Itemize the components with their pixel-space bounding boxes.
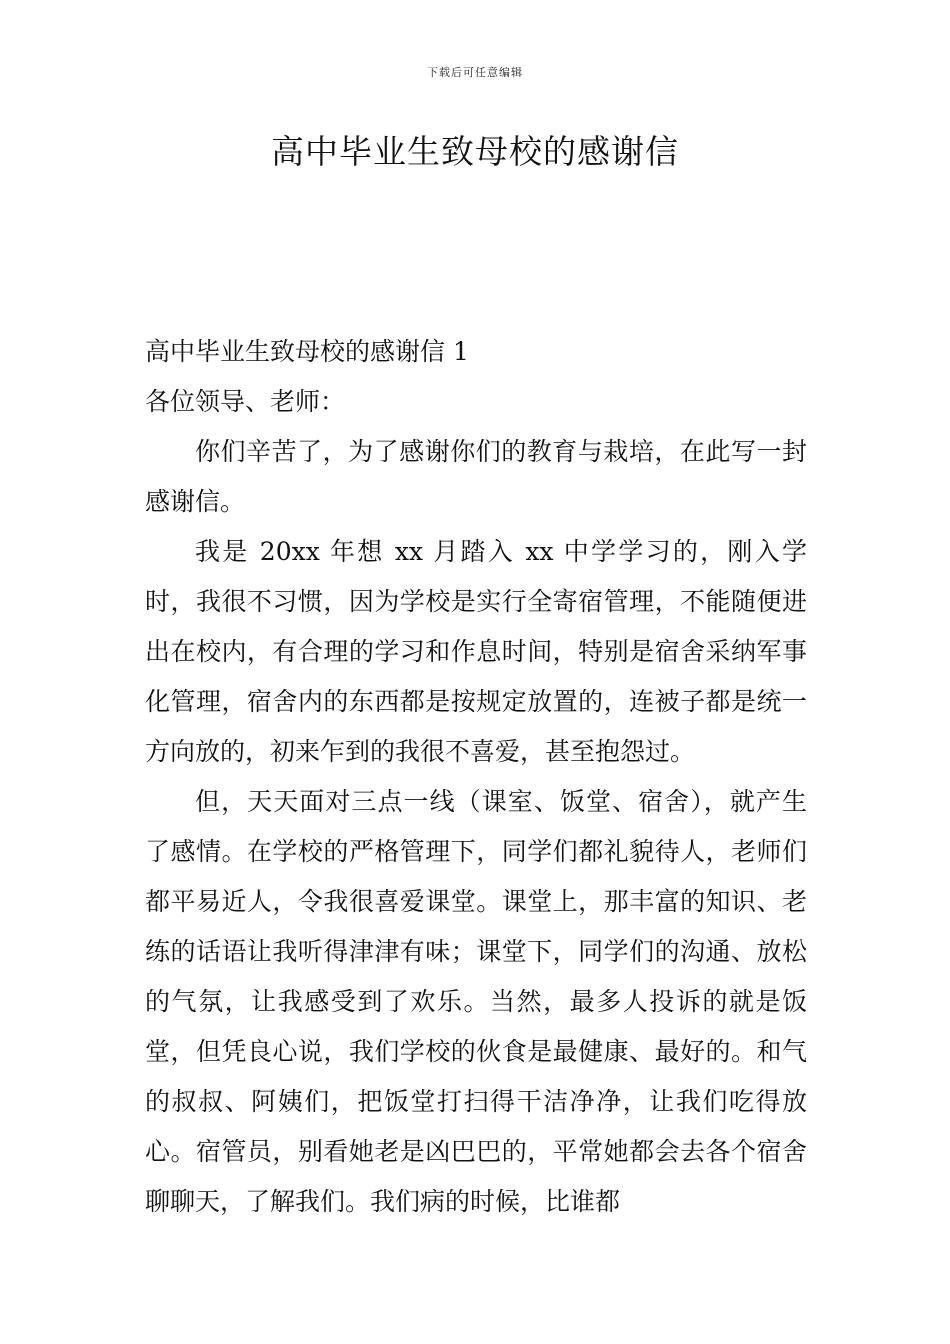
header-note: 下载后可任意编辑 — [427, 66, 523, 79]
document-title: 高中毕业生致母校的感谢信 — [271, 132, 679, 171]
section-heading: 高中毕业生致母校的感谢信 1 — [145, 337, 469, 366]
letter-body — [145, 327, 807, 1227]
paragraph-1: 你们辛苦了，为了感谢你们的教育与栽培，在此写一封感谢信。 — [145, 437, 807, 516]
paragraph-3: 但，天天面对三点一线（课室、饭堂、宿舍），就产生了感情。在学校的严格管理下，同学们都礼貌待人，老师们都平易近人，令我很喜爱课堂。课堂上，那丰富的知识、老练的话语让我听得津津有味；课堂下，同学们的沟通、放松的气氛，让我感受到了欢乐。当然，最多人投诉的就是饭堂，但凭良心说，我们学校的伙食是最健康、最好的。和气的叔叔、阿姨们，把饭堂打扫得干洁净净，让我们吃得放心。宿管员，别看她老是凶巴巴的，平常她都会去各个宿舍聊聊天，了解我们。我们病的时候，比谁都 — [145, 787, 807, 1216]
paragraph-2: 我是 20xx 年想 xx 月踏入 xx 中学学习的，刚入学时，我很不习惯，因为学校是实行全寄宿管理，不能随便进出在校内，有合理的学习和作息时间，特别是宿舍采纳军事化管理，宿舍内的东西都是按规定放置的，连被子都是统一方向放的，初来乍到的我很不喜爱，甚至抱怨过。 — [145, 537, 807, 766]
salutation: 各位领导、老师： — [145, 387, 346, 416]
